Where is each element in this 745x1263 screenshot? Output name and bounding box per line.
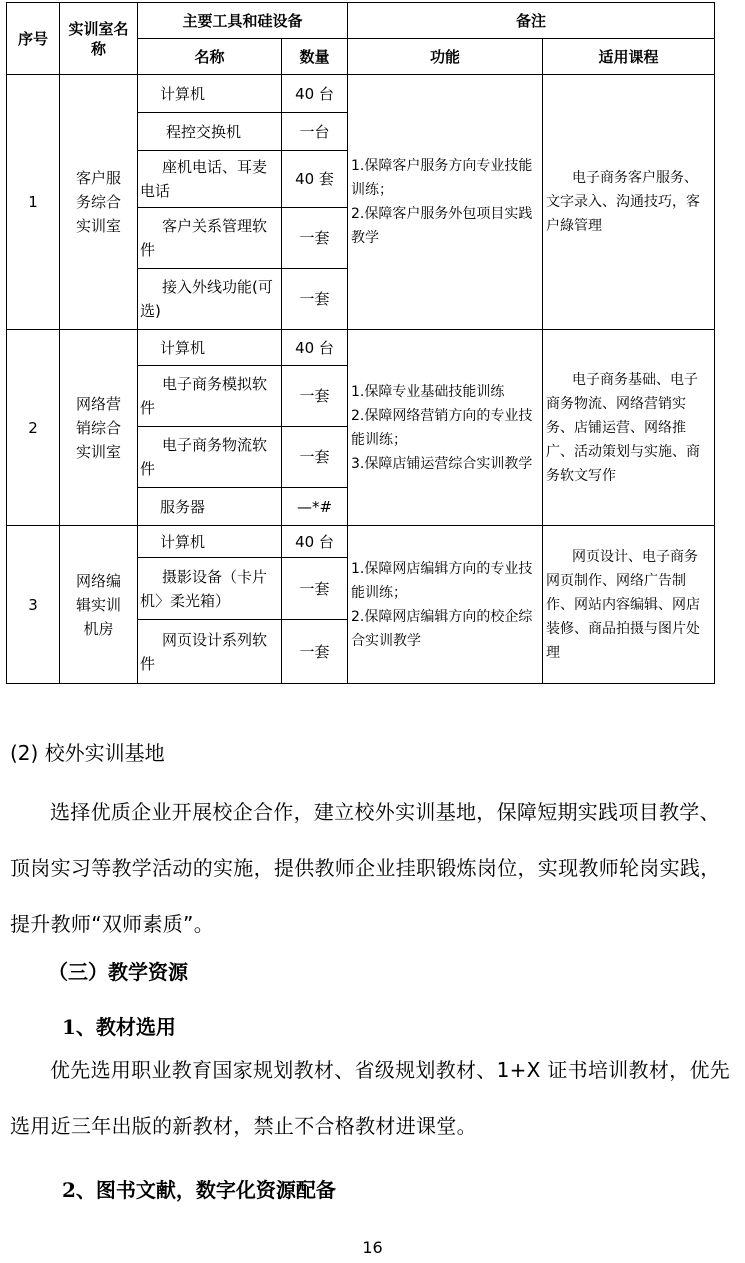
tool-qty: 一套	[282, 558, 348, 620]
room-name: 客户服务综合实训室	[60, 75, 138, 330]
tool-qty: 一套	[282, 620, 348, 684]
header-tools: 主要工具和硅设备	[138, 3, 348, 39]
tool-name: 电子商务模拟软件	[138, 366, 282, 427]
room-seq: 3	[7, 526, 60, 684]
item-heading-textbooks: 1、教材选用	[62, 1015, 176, 1039]
tool-qty: 一台	[282, 113, 348, 151]
room-function: 1.保障客户服务方向专业技能训练； 2.保障客户服务外包项目实践教学	[348, 75, 543, 330]
item-heading-library-digital: 2、图书文献，数字化资源配备	[62, 1178, 336, 1202]
tool-name: 计算机	[138, 526, 282, 558]
room-name: 网络编辑实训机房	[60, 526, 138, 684]
header-function: 功能	[348, 39, 543, 75]
room-course: 电子商务基础、电子商务物流、网络营销实务、店铺运营、网络推广、活动策划与实施、商务软文写作	[543, 330, 715, 526]
tool-qty: 40 台	[282, 330, 348, 366]
room-seq: 1	[7, 75, 60, 330]
tool-qty: 一套	[282, 366, 348, 427]
tool-name: 电子商务物流软件	[138, 427, 282, 488]
header-notes: 备注	[348, 3, 715, 39]
header-seq: 序号	[7, 3, 60, 75]
header-course: 适用课程	[543, 39, 715, 75]
tool-name: 计算机	[138, 330, 282, 366]
page-number: 16	[362, 1238, 383, 1257]
tool-qty: 一套	[282, 269, 348, 330]
tool-qty: 40 台	[282, 526, 348, 558]
section-heading-teaching-resources: （三）教学资源	[48, 960, 188, 984]
tool-name: 摄影设备（卡片机〉柔光箱）	[138, 558, 282, 620]
tool-name: 接入外线功能(可选)	[138, 269, 282, 330]
header-room: 实训室名称	[60, 3, 138, 75]
tool-qty: —*#	[282, 488, 348, 526]
tool-name: 计算机	[138, 75, 282, 113]
tool-name: 网页设计系列软件	[138, 620, 282, 684]
tool-name: 客户关系管理软件	[138, 208, 282, 269]
subheading-offcampus-base: (2) 校外实训基地	[10, 741, 165, 765]
header-name: 名称	[138, 39, 282, 75]
room-course: 网页设计、电子商务网页制作、网络广告制作、网站内容编辑、网店装修、商品拍摄与图片处理	[543, 526, 715, 684]
room-course: 电子商务客户服务、文字录入、沟通技巧，客户綠管理	[543, 75, 715, 330]
tool-name: 服务器	[138, 488, 282, 526]
tool-qty: 一套	[282, 208, 348, 269]
tool-qty: 一套	[282, 427, 348, 488]
room-function: 1.保障专业基础技能训练 2.保障网络营销方向的专业技能训练； 3.保障店铺运营综合实训教学	[348, 330, 543, 526]
tool-qty: 40 台	[282, 75, 348, 113]
tool-qty: 40 套	[282, 151, 348, 208]
tool-name: 座机电话、耳麦电话	[138, 151, 282, 208]
room-function: 1.保障网店编辑方向的专业技能训练； 2.保障网店编辑方向的校企综合实训教学	[348, 526, 543, 684]
room-seq: 2	[7, 330, 60, 526]
paragraph-textbooks: 优先选用职业教育国家规划教材、省级规划教材、1+X 证书培训教材，优先选用近三年出版的新教材，禁止不合格教材进课堂。	[10, 1058, 731, 1138]
room-name: 网络营销综合实训室	[60, 330, 138, 526]
paragraph-offcampus: 选择优质企业开展校企合作，建立校外实训基地，保障短期实践项目教学、 顶岗实习等教学活动的实施，提供教师企业挂职锻炼岗位，实现教师轮岗实践， 提升教师“双师素质”。	[10, 800, 721, 936]
tool-name: 程控交换机	[138, 113, 282, 151]
lab-equipment-table	[6, 2, 715, 684]
header-qty: 数量	[282, 39, 348, 75]
